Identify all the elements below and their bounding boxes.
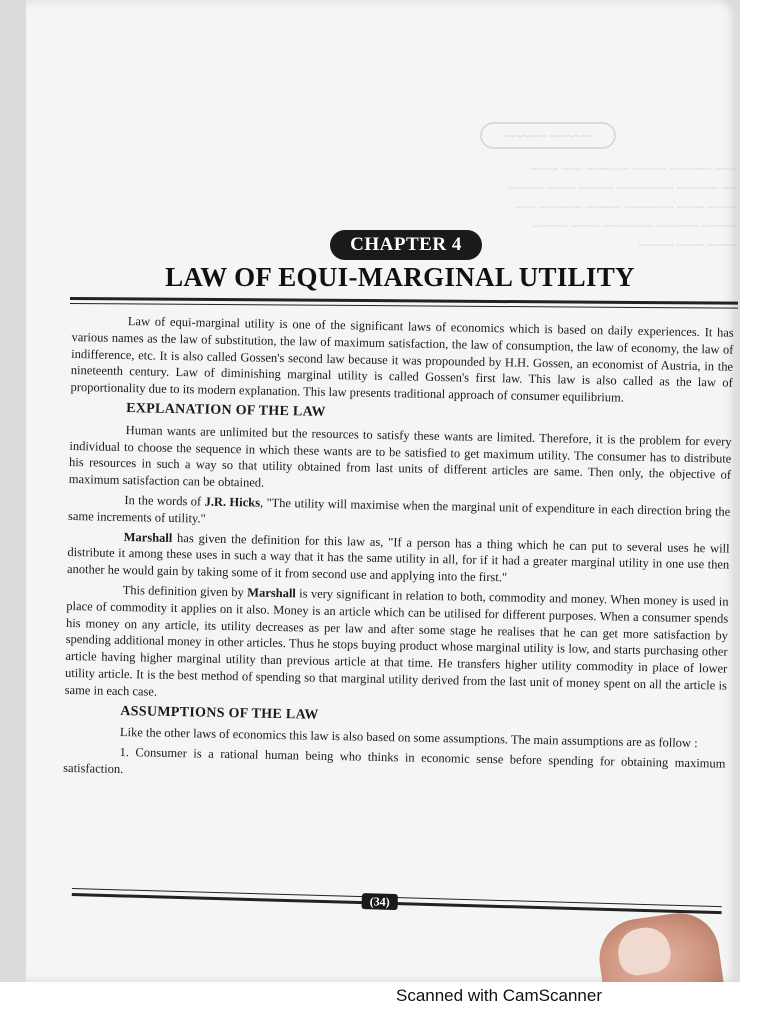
chapter-title: LAW OF EQUI-MARGINAL UTILITY — [165, 262, 635, 292]
scanner-watermark: Scanned with CamScanner — [395, 986, 602, 1005]
marshall-paragraph — [67, 528, 730, 591]
hicks-name: J.R. Hicks — [204, 494, 261, 510]
money-marshall-name: Marshall — [247, 585, 296, 601]
assumptions-heading: ASSUMPTIONS OF THE LAW — [120, 703, 319, 723]
hicks-lead: In the words of — [124, 493, 205, 509]
assumption-item: 1. Consumer is a rational human being who thinks in economic sense before spending for obtaining maximum satisfaction. — [63, 745, 726, 776]
page-number: (34) — [362, 893, 398, 910]
marshall-definition: has given the definition for this law as, "If a person has a thing which he can put to several uses he will distribute it among these uses in such a way that it has the same utility in all, for if it had a greater marginal utility in one use then another he would gain by taking some of it from second use and applying into the first." — [66, 530, 730, 585]
hicks-quote: , "The utility will maximise when the marginal unit of expenditure in each direction bring the same increments of utility." — [67, 495, 731, 526]
bleed-through-text: ~~~~~~ ~~~~~~ ~~~ ~~~~~~ ~~~~~ ~~~~~~ ~~~ ~~~~ ~~ ~~~~~~ ~~~~~~~~ ~~~~~ ~~~~ ~~~~~ ~~~~ ~~~~ ~~~~~~~ ~~~~~ ~~~~~~ ~~~ ~~~~~ ~~~~~~ ~~~~~~~ ~~~~ ~~~~~ ~~~~ ~~~~ ~~~~~ — [316, 122, 736, 272]
money-text: is very significant in relation to both, commodity and money. When money is used in place of commodity it applies on it also. Money is an article which can be utilised for different purposes. When a consumer spends his money on any article, its utility decreases as per law and after some stage he realises that he can get more satisfaction by spending additional money in other articles. Thus he stops buying product whose marginal utility is low, and starts purchasing other article having higher marginal utility than previous article at that time. He transfers higher utility commodity in place of lower utility article. It is the best method of spending so that marginal utility derived from the last unit of money spent on all the article is same in each case. — [64, 586, 729, 699]
assumptions-intro: Like the other laws of economics this law is also based on some assumptions. The main assumptions are as follow : — [119, 725, 698, 751]
marshall-name: Marshall — [123, 529, 173, 545]
chapter-badge: CHAPTER 4 — [330, 230, 482, 260]
chapter-body — [63, 312, 734, 792]
money-paragraph — [65, 581, 729, 711]
explanation-paragraph: Human wants are unlimited but the resources to satisfy these wants are limited. Therefore, it is the problem for every individual to choose the sequence in which these wants are to be satisfied to get maximum utility. The consumer has to distribute his resources in such a way so that utility obtained from last units of different articles are same. Then only, the objective of maximum satisfaction can be obtained. — [68, 422, 732, 490]
explanation-heading: EXPLANATION OF THE LAW — [126, 401, 326, 420]
money-lead: This definition given by — [122, 582, 248, 600]
intro-paragraph: Law of equi-marginal utility is one of the significant laws of economics which is based on daily experiences. It has various names as the law of substitution, the law of maximum satisfaction, the law of consumption, the law of economy, the law of indifference, etc. It is also called Gossen's second law because it was propounded by H.H. Gossen, an economist of Austria, in the nineteenth century. Law of diminishing marginal utility is called Gossen's first law. This law is also called as the law of proportionality due to its modern explanation. This law presents traditional approach of consumer equilibrium. — [70, 314, 734, 405]
